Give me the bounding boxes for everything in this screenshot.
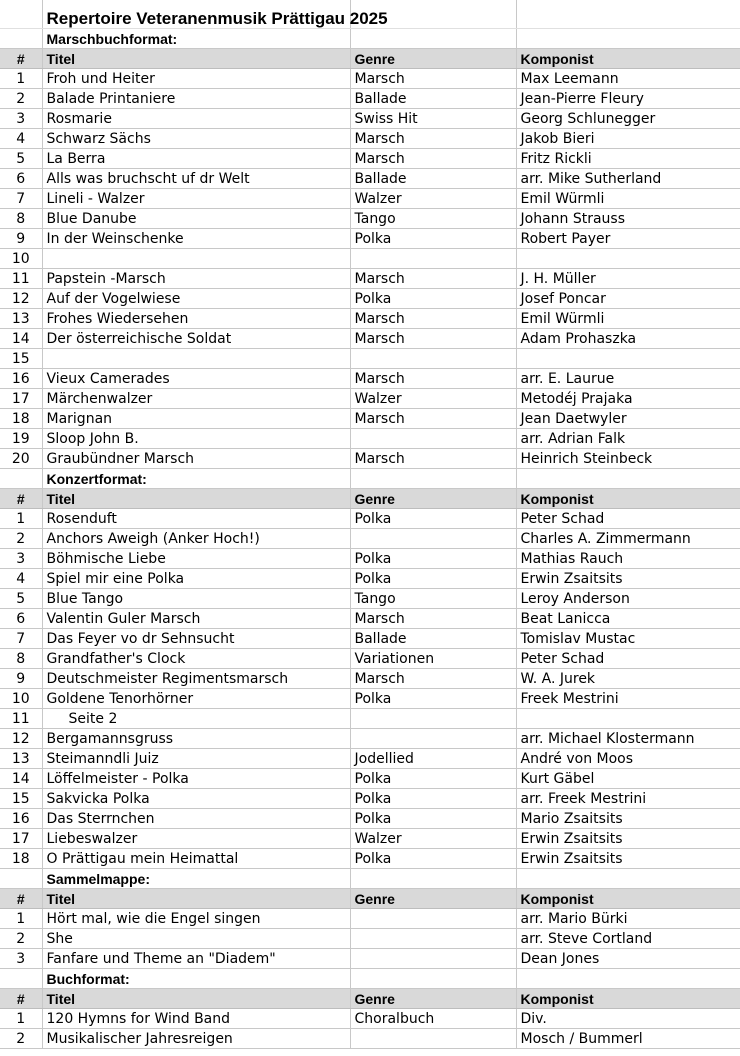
piece-title: Das Sterrnchen xyxy=(42,809,350,829)
piece-genre: Marsch xyxy=(350,309,516,329)
piece-title: Spiel mir eine Polka xyxy=(42,569,350,589)
piece-composer: Max Leemann xyxy=(516,69,740,89)
section-label-row xyxy=(0,869,740,889)
piece-title: Böhmische Liebe xyxy=(42,549,350,569)
piece-title: Grandfather's Clock xyxy=(42,649,350,669)
column-header-row xyxy=(0,889,740,909)
section-label: Marschbuchformat: xyxy=(42,29,350,49)
piece-composer: Emil Würmli xyxy=(516,309,740,329)
piece-title: Sakvicka Polka xyxy=(42,789,350,809)
row-number: 19 xyxy=(0,429,42,449)
table-row xyxy=(0,789,740,809)
table-row xyxy=(0,809,740,829)
row-number: 6 xyxy=(0,169,42,189)
table-row xyxy=(0,229,740,249)
row-number: 1 xyxy=(0,509,42,529)
piece-composer: J. H. Müller xyxy=(516,269,740,289)
table-row xyxy=(0,1029,740,1049)
row-number: 17 xyxy=(0,829,42,849)
section-empty-cell xyxy=(350,29,516,49)
column-header-row xyxy=(0,989,740,1009)
piece-genre xyxy=(350,249,516,269)
piece-composer: arr. Freek Mestrini xyxy=(516,789,740,809)
table-row xyxy=(0,509,740,529)
piece-composer: Fritz Rickli xyxy=(516,149,740,169)
section-label: Buchformat: xyxy=(42,969,350,989)
piece-title: Alls was bruchscht uf dr Welt xyxy=(42,169,350,189)
piece-title: Musikalischer Jahresreigen xyxy=(42,1029,350,1049)
row-number: 3 xyxy=(0,109,42,129)
table-row xyxy=(0,589,740,609)
piece-genre: Polka xyxy=(350,229,516,249)
table-row xyxy=(0,409,740,429)
piece-composer: Mathias Rauch xyxy=(516,549,740,569)
row-number: 4 xyxy=(0,569,42,589)
table-row xyxy=(0,729,740,749)
piece-genre: Polka xyxy=(350,509,516,529)
row-number: 13 xyxy=(0,749,42,769)
piece-composer: Johann Strauss xyxy=(516,209,740,229)
row-number: 4 xyxy=(0,129,42,149)
piece-composer: Leroy Anderson xyxy=(516,589,740,609)
table-row xyxy=(0,249,740,269)
piece-genre: Marsch xyxy=(350,129,516,149)
piece-title: Märchenwalzer xyxy=(42,389,350,409)
row-number: 10 xyxy=(0,689,42,709)
section-label: Konzertformat: xyxy=(42,469,350,489)
piece-composer: Erwin Zsaitsits xyxy=(516,829,740,849)
section-label: Sammelmappe: xyxy=(42,869,350,889)
table-row xyxy=(0,529,740,549)
header-title: Titel xyxy=(42,49,350,69)
piece-composer: Jean-Pierre Fleury xyxy=(516,89,740,109)
piece-title: Auf der Vogelwiese xyxy=(42,289,350,309)
piece-composer: arr. Michael Klostermann xyxy=(516,729,740,749)
piece-genre: Marsch xyxy=(350,409,516,429)
piece-composer: Freek Mestrini xyxy=(516,689,740,709)
piece-composer: Metodéj Prajaka xyxy=(516,389,740,409)
piece-title: Das Feyer vo dr Sehnsucht xyxy=(42,629,350,649)
row-number: 7 xyxy=(0,629,42,649)
piece-title: Rosmarie xyxy=(42,109,350,129)
piece-genre: Marsch xyxy=(350,609,516,629)
row-number: 14 xyxy=(0,329,42,349)
piece-title: Hört mal, wie die Engel singen xyxy=(42,909,350,929)
section-label-row xyxy=(0,969,740,989)
row-number: 7 xyxy=(0,189,42,209)
piece-genre: Swiss Hit xyxy=(350,109,516,129)
row-number: 12 xyxy=(0,289,42,309)
header-number: # xyxy=(0,489,42,509)
piece-genre: Polka xyxy=(350,689,516,709)
piece-title: Goldene Tenorhörner xyxy=(42,689,350,709)
table-row xyxy=(0,849,740,869)
header-genre: Genre xyxy=(350,989,516,1009)
row-number: 1 xyxy=(0,909,42,929)
piece-title: Fanfare und Theme an "Diadem" xyxy=(42,949,350,969)
piece-composer: Jean Daetwyler xyxy=(516,409,740,429)
section-empty-cell xyxy=(516,29,740,49)
section-empty-cell xyxy=(516,469,740,489)
piece-composer: Erwin Zsaitsits xyxy=(516,849,740,869)
piece-composer xyxy=(516,349,740,369)
table-row xyxy=(0,549,740,569)
piece-genre xyxy=(350,729,516,749)
piece-genre: Walzer xyxy=(350,389,516,409)
header-title: Titel xyxy=(42,889,350,909)
section-empty-cell xyxy=(516,969,740,989)
table-row xyxy=(0,829,740,849)
table-row xyxy=(0,929,740,949)
section-num-cell xyxy=(0,29,42,49)
row-number: 16 xyxy=(0,809,42,829)
piece-composer: arr. Mike Sutherland xyxy=(516,169,740,189)
piece-genre: Marsch xyxy=(350,449,516,469)
piece-title: Liebeswalzer xyxy=(42,829,350,849)
row-number: 1 xyxy=(0,1009,42,1029)
table-row xyxy=(0,749,740,769)
piece-genre: Ballade xyxy=(350,169,516,189)
row-number: 18 xyxy=(0,849,42,869)
piece-genre: Ballade xyxy=(350,89,516,109)
piece-composer: arr. Steve Cortland xyxy=(516,929,740,949)
piece-genre: Walzer xyxy=(350,189,516,209)
row-number: 6 xyxy=(0,609,42,629)
piece-genre xyxy=(350,429,516,449)
header-title: Titel xyxy=(42,989,350,1009)
table-row xyxy=(0,769,740,789)
piece-genre xyxy=(350,709,516,729)
table-row xyxy=(0,609,740,629)
piece-composer xyxy=(516,709,740,729)
piece-composer: Adam Prohaszka xyxy=(516,329,740,349)
piece-composer: arr. Adrian Falk xyxy=(516,429,740,449)
header-composer: Komponist xyxy=(516,889,740,909)
piece-title: Löffelmeister - Polka xyxy=(42,769,350,789)
table-row xyxy=(0,309,740,329)
piece-title: Bergamannsgruss xyxy=(42,729,350,749)
piece-genre: Ballade xyxy=(350,629,516,649)
table-row xyxy=(0,629,740,649)
table-row xyxy=(0,669,740,689)
row-number: 1 xyxy=(0,69,42,89)
piece-genre: Polka xyxy=(350,789,516,809)
section-empty-cell xyxy=(350,469,516,489)
piece-composer: Beat Lanicca xyxy=(516,609,740,629)
piece-genre: Tango xyxy=(350,589,516,609)
piece-composer: Robert Payer xyxy=(516,229,740,249)
piece-genre: Polka xyxy=(350,569,516,589)
piece-title: Blue Danube xyxy=(42,209,350,229)
table-row xyxy=(0,329,740,349)
header-number: # xyxy=(0,989,42,1009)
row-number: 11 xyxy=(0,269,42,289)
row-number: 2 xyxy=(0,929,42,949)
table-row xyxy=(0,369,740,389)
piece-composer: Josef Poncar xyxy=(516,289,740,309)
table-row xyxy=(0,649,740,669)
piece-title: Vieux Camerades xyxy=(42,369,350,389)
piece-composer: arr. E. Laurue xyxy=(516,369,740,389)
piece-title: Sloop John B. xyxy=(42,429,350,449)
piece-genre: Tango xyxy=(350,209,516,229)
table-row xyxy=(0,269,740,289)
piece-title: Valentin Guler Marsch xyxy=(42,609,350,629)
piece-genre: Marsch xyxy=(350,149,516,169)
row-number: 2 xyxy=(0,529,42,549)
piece-composer: Mario Zsaitsits xyxy=(516,809,740,829)
header-title: Titel xyxy=(42,489,350,509)
column-header-row xyxy=(0,489,740,509)
piece-title: Lineli - Walzer xyxy=(42,189,350,209)
piece-composer: W. A. Jurek xyxy=(516,669,740,689)
piece-title: Blue Tango xyxy=(42,589,350,609)
piece-genre xyxy=(350,1029,516,1049)
title-row xyxy=(0,0,740,29)
piece-title: 120 Hymns for Wind Band xyxy=(42,1009,350,1029)
piece-composer: Peter Schad xyxy=(516,509,740,529)
piece-composer: Erwin Zsaitsits xyxy=(516,569,740,589)
table-row xyxy=(0,909,740,929)
piece-genre: Choralbuch xyxy=(350,1009,516,1029)
table-row xyxy=(0,149,740,169)
section-empty-cell xyxy=(350,969,516,989)
piece-title xyxy=(42,349,350,369)
piece-composer: Charles A. Zimmermann xyxy=(516,529,740,549)
table-row xyxy=(0,289,740,309)
table-row xyxy=(0,429,740,449)
table-row xyxy=(0,169,740,189)
row-number: 16 xyxy=(0,369,42,389)
table-row xyxy=(0,89,740,109)
row-number: 2 xyxy=(0,1029,42,1049)
section-empty-cell xyxy=(516,869,740,889)
row-number: 3 xyxy=(0,949,42,969)
row-number: 5 xyxy=(0,589,42,609)
section-num-cell xyxy=(0,869,42,889)
title-empty-cell xyxy=(516,0,740,29)
piece-genre: Polka xyxy=(350,289,516,309)
document-title: Repertoire Veteranenmusik Prättigau 2025 xyxy=(42,0,350,29)
piece-genre xyxy=(350,929,516,949)
piece-composer: Tomislav Mustac xyxy=(516,629,740,649)
table-row xyxy=(0,69,740,89)
piece-composer: Mosch / Bummerl xyxy=(516,1029,740,1049)
piece-genre xyxy=(350,529,516,549)
piece-title: Rosenduft xyxy=(42,509,350,529)
piece-composer: Jakob Bieri xyxy=(516,129,740,149)
row-number: 8 xyxy=(0,209,42,229)
header-genre: Genre xyxy=(350,889,516,909)
piece-genre xyxy=(350,349,516,369)
piece-composer: arr. Mario Bürki xyxy=(516,909,740,929)
piece-genre xyxy=(350,909,516,929)
piece-title: Froh und Heiter xyxy=(42,69,350,89)
header-composer: Komponist xyxy=(516,489,740,509)
table-row xyxy=(0,129,740,149)
piece-title: Papstein -Marsch xyxy=(42,269,350,289)
header-genre: Genre xyxy=(350,49,516,69)
row-number: 20 xyxy=(0,449,42,469)
piece-title: Marignan xyxy=(42,409,350,429)
piece-composer: André von Moos xyxy=(516,749,740,769)
row-number: 15 xyxy=(0,349,42,369)
piece-genre: Variationen xyxy=(350,649,516,669)
piece-composer: Heinrich Steinbeck xyxy=(516,449,740,469)
piece-title: In der Weinschenke xyxy=(42,229,350,249)
row-number: 11 xyxy=(0,709,42,729)
header-number: # xyxy=(0,889,42,909)
header-composer: Komponist xyxy=(516,49,740,69)
piece-composer: Dean Jones xyxy=(516,949,740,969)
table-row xyxy=(0,189,740,209)
piece-title: Frohes Wiedersehen xyxy=(42,309,350,329)
piece-composer: Emil Würmli xyxy=(516,189,740,209)
piece-title: O Prättigau mein Heimattal xyxy=(42,849,350,869)
row-number: 10 xyxy=(0,249,42,269)
piece-genre: Marsch xyxy=(350,329,516,349)
piece-genre: Polka xyxy=(350,769,516,789)
piece-title: She xyxy=(42,929,350,949)
piece-title: Deutschmeister Regimentsmarsch xyxy=(42,669,350,689)
header-composer: Komponist xyxy=(516,989,740,1009)
row-number: 2 xyxy=(0,89,42,109)
piece-title: La Berra xyxy=(42,149,350,169)
row-number: 15 xyxy=(0,789,42,809)
row-number: 3 xyxy=(0,549,42,569)
piece-title: Seite 2 xyxy=(42,709,350,729)
section-empty-cell xyxy=(350,869,516,889)
table-row xyxy=(0,709,740,729)
section-num-cell xyxy=(0,969,42,989)
title-num-cell xyxy=(0,0,42,29)
piece-title: Steimanndli Juiz xyxy=(42,749,350,769)
piece-title: Balade Printaniere xyxy=(42,89,350,109)
piece-genre: Marsch xyxy=(350,369,516,389)
piece-title: Der österreichische Soldat xyxy=(42,329,350,349)
piece-genre: Polka xyxy=(350,809,516,829)
piece-genre: Marsch xyxy=(350,69,516,89)
table-row xyxy=(0,209,740,229)
row-number: 18 xyxy=(0,409,42,429)
piece-composer: Div. xyxy=(516,1009,740,1029)
table-row xyxy=(0,689,740,709)
piece-title: Anchors Aweigh (Anker Hoch!) xyxy=(42,529,350,549)
table-row xyxy=(0,1009,740,1029)
header-number: # xyxy=(0,49,42,69)
row-number: 8 xyxy=(0,649,42,669)
piece-genre: Walzer xyxy=(350,829,516,849)
piece-composer: Kurt Gäbel xyxy=(516,769,740,789)
piece-composer: Peter Schad xyxy=(516,649,740,669)
row-number: 9 xyxy=(0,669,42,689)
column-header-row xyxy=(0,49,740,69)
piece-title xyxy=(42,249,350,269)
row-number: 12 xyxy=(0,729,42,749)
header-genre: Genre xyxy=(350,489,516,509)
piece-genre xyxy=(350,949,516,969)
piece-genre: Marsch xyxy=(350,669,516,689)
piece-genre: Polka xyxy=(350,849,516,869)
row-number: 17 xyxy=(0,389,42,409)
piece-title: Schwarz Sächs xyxy=(42,129,350,149)
section-label-row xyxy=(0,29,740,49)
piece-composer: Georg Schlunegger xyxy=(516,109,740,129)
table-row xyxy=(0,389,740,409)
piece-genre: Jodellied xyxy=(350,749,516,769)
table-row xyxy=(0,109,740,129)
table-row xyxy=(0,449,740,469)
table-row xyxy=(0,949,740,969)
piece-genre: Marsch xyxy=(350,269,516,289)
row-number: 13 xyxy=(0,309,42,329)
table-row xyxy=(0,349,740,369)
piece-composer xyxy=(516,249,740,269)
piece-genre: Polka xyxy=(350,549,516,569)
row-number: 14 xyxy=(0,769,42,789)
table-row xyxy=(0,569,740,589)
section-num-cell xyxy=(0,469,42,489)
row-number: 9 xyxy=(0,229,42,249)
piece-title: Graubündner Marsch xyxy=(42,449,350,469)
row-number: 5 xyxy=(0,149,42,169)
section-label-row xyxy=(0,469,740,489)
